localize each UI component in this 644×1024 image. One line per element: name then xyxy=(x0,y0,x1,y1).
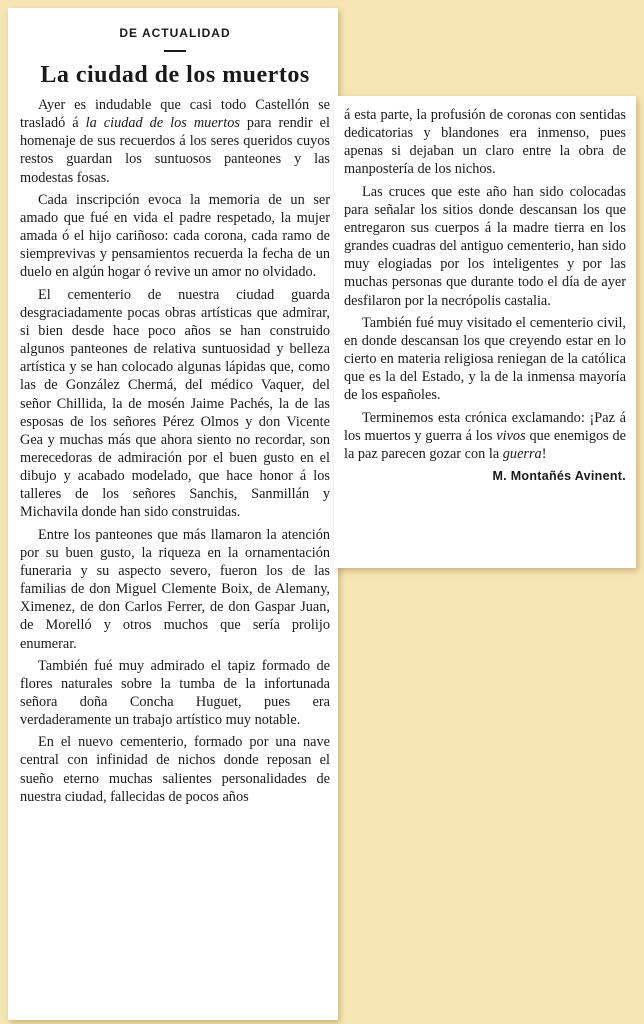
paragraph-2: Cada inscripción evoca la memoria de un ser amado que fué en vida el padre respetado, la mujer amada ó el hijo cariñoso: cada corona, cada ramo de siemprevivas y pensamientos recuerda la fecha de un duelo en algún hogar ó revive un amor no olvidado. xyxy=(20,191,330,281)
paragraph-9: También fué muy visitado el cementerio civil, en donde descansan los que creyendo estar en lo cierto en materia religiosa reniegan de la católica que es la del Estado, y la de la inmensa mayoría de los españoles. xyxy=(344,314,626,404)
paragraph-1-text-c: para rendir el homenaje de sus recuerdos á los seres queridos cuyos restos guardan los suntuosos panteones y las modestas fosas. xyxy=(20,115,330,186)
paragraph-10-italic-vivos: vivos xyxy=(496,427,526,444)
paragraph-7: á esta parte, la profusión de coronas con sentidas dedicatorias y blandones era inmenso, pues apenas si dejaban un claro entre la obra de manpostería de los nichos. xyxy=(344,107,626,178)
paragraph-6: En el nuevo cementerio, formado por una nave central con infinidad de nichos donde reposan el sueño eterno muchas salientes personalidades de nuestra ciudad, fallecidas de pocos años xyxy=(20,734,330,805)
paragraph-8: Las cruces que este año han sido colocadas para señalar los sitios donde descansan los que entregaron sus cuerpos á la madre tierra en los grandes cuadras del antiguo cementerio, han sido muy elogiadas por los inteligentes y por las muchas personas que durante todo el día de ayer desfilaron por la necrópolis castalia. xyxy=(344,183,626,309)
paragraph-5: También fué muy admirado el tapiz formado de flores naturales sobre la tumba de la infortunada señora doña Concha Huguet, pues era verdaderamente un trabajo artístico muy notable. xyxy=(20,657,330,729)
clipping-right-column xyxy=(334,96,636,568)
paragraph-3: El cementerio de nuestra ciudad guarda desgraciadamente pocas obras artísticas que admirar, si bien desde hace poco años se han construido algunos panteones de relativa suntuosidad y belleza artística y se han colocado algunas lápidas que, como las de González Chermá, del médico Vaquer, del señor Chillida, la de mosén Jaime Pachés, la de las esposas de los señores Pérez Olmos y don Vicente Gea y muchas más que ahora siento no recordar, son merecedoras de admiración por el buen gusto en el dibujo y acabado modelado, que hace honor á los talleres de los señores Sanchis, Sanmillán y Michavila donde han sido construidas. xyxy=(20,286,330,521)
author-signature: M. Montañés Avinent. xyxy=(492,468,626,483)
paragraph-10-text-e: ! xyxy=(541,445,547,462)
article-headline: La ciudad de los muertos xyxy=(40,62,310,88)
paragraph-1-text-a: Ayer es indudable que casi todo Castellón se trasladó á xyxy=(20,97,330,132)
paragraph-1 xyxy=(20,96,330,187)
paragraph-10 xyxy=(344,409,626,463)
paragraph-10-text-a: Terminemos esta crónica exclamando: ¡Paz á los muertos y guerra á los xyxy=(344,409,626,444)
clipping-left-column xyxy=(8,8,338,1020)
section-label: DE ACTUALIDAD xyxy=(119,26,231,40)
paragraph-1-italic: la ciudad de los muertos xyxy=(85,115,240,132)
paragraph-4: Entre los panteones que más llamaron la atención por su buen gusto, la riqueza en la ornamentación funeraria y su aspecto severo, fueron los de las familias de don Miguel Clemente Boix, de Alemany, Ximenez, de don Carlos Ferrer, de don Gaspar Juan, de Morelló y otros muchos que sería prolijo enumerar. xyxy=(20,526,330,652)
title-divider xyxy=(164,50,186,52)
paragraph-10-text-c: que enemigos de la paz parecen gozar con la xyxy=(344,427,626,462)
paragraph-10-italic-guerra: guerra xyxy=(502,445,542,462)
